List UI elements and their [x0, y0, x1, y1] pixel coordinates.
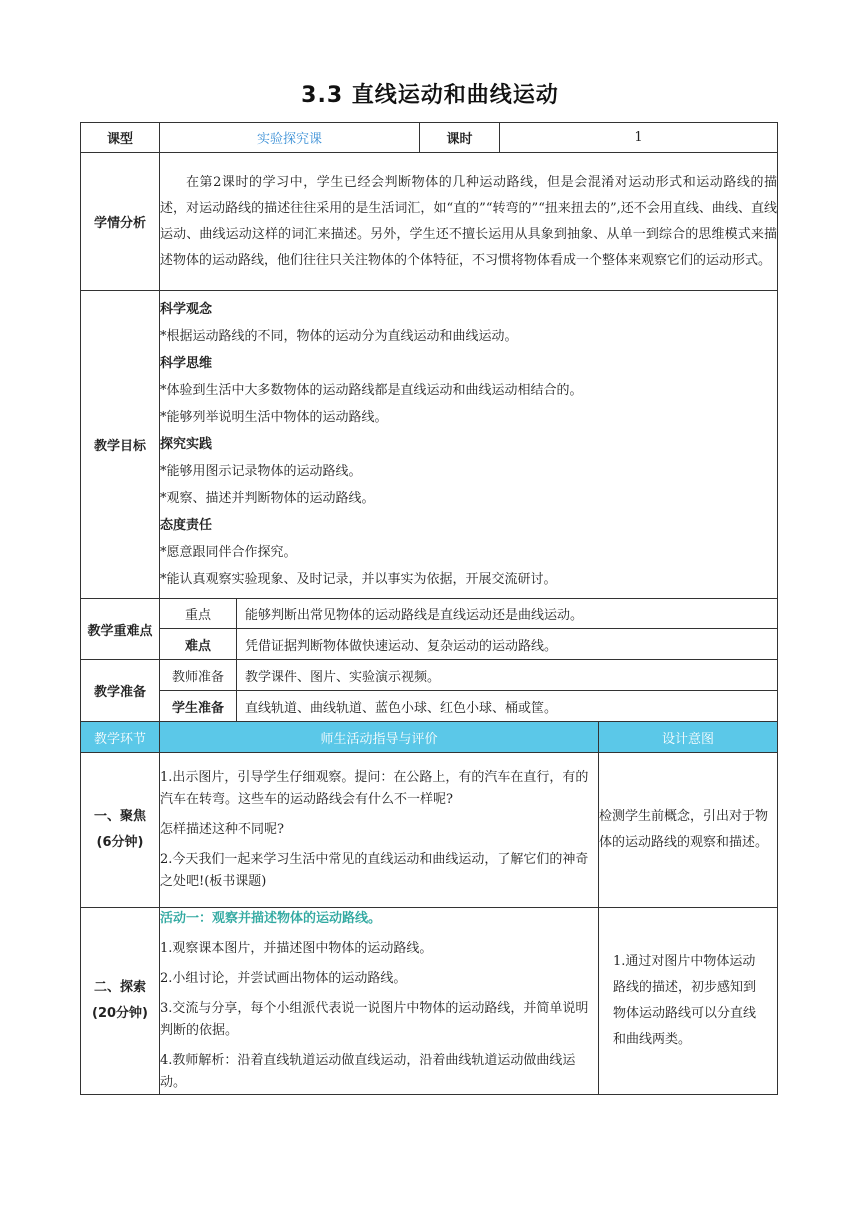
- row-stage-focus: [81, 753, 778, 908]
- goals-content: [160, 291, 778, 599]
- list-item: 1.观察课本图片，并描述图中物体的运动路线。: [160, 941, 433, 956]
- list-item: 3.交流与分享，每个小组派代表说一说图片中物体的运动路线，并简单说明判断的依据。: [160, 1001, 589, 1038]
- header-stage: 教学环节: [81, 722, 160, 753]
- difficulty-label: 难点: [160, 629, 237, 660]
- focus-label: 重点: [160, 599, 237, 629]
- row-student-prep: [81, 691, 778, 722]
- goal-heading: 态度责任: [160, 518, 213, 533]
- student-prep-label: 学生准备: [160, 691, 237, 722]
- goals-label: 教学目标: [81, 291, 160, 599]
- row-goals: [81, 291, 778, 599]
- goal-heading: 探究实践: [160, 437, 213, 452]
- list-item: 1.出示图片，引导学生仔细观察。提问：在公路上，有的汽车在直行，有的汽车在转弯。这些车的运动路线会有什么不一样呢?: [160, 770, 589, 807]
- list-item: 4.教师解析：沿着直线轨道运动做直线运动，沿着曲线轨道运动做曲线运动。: [160, 1053, 576, 1090]
- row-course-type: [81, 123, 778, 153]
- row-stage-explore: [81, 908, 778, 1095]
- page-title: 3.3 直线运动和曲线运动: [301, 83, 559, 108]
- stage1-intent: 检测学生前概念，引出对于物体的运动路线的观察和描述。: [599, 753, 778, 908]
- hours-value: 1: [500, 123, 778, 153]
- header-activity: 师生活动指导与评价: [160, 722, 599, 753]
- list-item: 2.今天我们一起来学习生活中常见的直线运动和曲线运动，了解它们的神奇之处吧!(板书课题): [160, 852, 589, 889]
- analysis-label: 学情分析: [81, 153, 160, 291]
- row-difficulty: [81, 629, 778, 660]
- row-analysis: [81, 153, 778, 291]
- row-focus: [81, 599, 778, 629]
- list-item: 2.小组讨论，并尝试画出物体的运动路线。: [160, 971, 407, 986]
- goal-item: *能够列举说明生活中物体的运动路线。: [160, 410, 388, 425]
- goal-item: *能认真观察实验现象、及时记录，并以事实为依据，开展交流研讨。: [160, 572, 557, 587]
- stage1-time: (6分钟): [96, 835, 144, 850]
- key-label: 教学重难点: [81, 599, 160, 660]
- prep-label: 教学准备: [81, 660, 160, 722]
- analysis-text: 在第2课时的学习中，学生已经会判断物体的几种运动路线，但是会混淆对运动形式和运动路线的描述，对运动路线的描述往往采用的是生活词汇，如“直的”“转弯的”“扭来扭去的”,还不会用直线、曲线、直线运动、曲线运动这样的词汇来描述。另外，学生还不擅长运用从具象到抽象、从单一到综合的思维模式来描述物体的运动路线，他们往往只关注物体的个体特征，不习惯将物体看成一个整体来观察它们的运动形式。: [160, 153, 778, 291]
- stage2-intent: 1.通过对图片中物体运动路线的描述，初步感知到物体运动路线可以分直线和曲线两类。: [599, 908, 778, 1095]
- teacher-prep-label: 教师准备: [160, 660, 237, 691]
- focus-text: 能够判断出常见物体的运动路线是直线运动还是曲线运动。: [237, 599, 778, 629]
- stage1-name: 一、聚焦: [93, 809, 146, 824]
- stage1-cell: [81, 753, 160, 908]
- goal-item: *能够用图示记录物体的运动路线。: [160, 464, 362, 479]
- lesson-plan-table: [80, 122, 778, 1095]
- stage2-time: (20分钟): [92, 1006, 148, 1021]
- row-teacher-prep: [81, 660, 778, 691]
- header-intent: 设计意图: [599, 722, 778, 753]
- process-header-row: [81, 722, 778, 753]
- list-item: 怎样描述这种不同呢?: [160, 822, 284, 837]
- goal-heading: 科学观念: [160, 302, 213, 317]
- goal-item: *根据运动路线的不同，物体的运动分为直线运动和曲线运动。: [160, 329, 518, 344]
- course-type-value: 实验探究课: [160, 123, 420, 153]
- goal-item: *体验到生活中大多数物体的运动路线都是直线运动和曲线运动相结合的。: [160, 383, 583, 398]
- stage2-steps: [160, 908, 599, 1095]
- student-prep-text: 直线轨道、曲线轨道、蓝色小球、红色小球、桶或筐。: [237, 691, 778, 722]
- stage1-steps: [160, 753, 599, 908]
- difficulty-text: 凭借证据判断物体做快速运动、复杂运动的运动路线。: [237, 629, 778, 660]
- hours-label: 课时: [420, 123, 500, 153]
- activity-title: 活动一：观察并描述物体的运动路线。: [160, 911, 382, 926]
- teacher-prep-text: 教学课件、图片、实验演示视频。: [237, 660, 778, 691]
- stage2-name: 二、探索: [93, 980, 146, 995]
- course-type-label: 课型: [81, 123, 160, 153]
- stage2-cell: [81, 908, 160, 1095]
- goal-heading: 科学思维: [160, 356, 213, 371]
- goal-item: *观察、描述并判断物体的运动路线。: [160, 491, 375, 506]
- goal-item: *愿意跟同伴合作探究。: [160, 545, 297, 560]
